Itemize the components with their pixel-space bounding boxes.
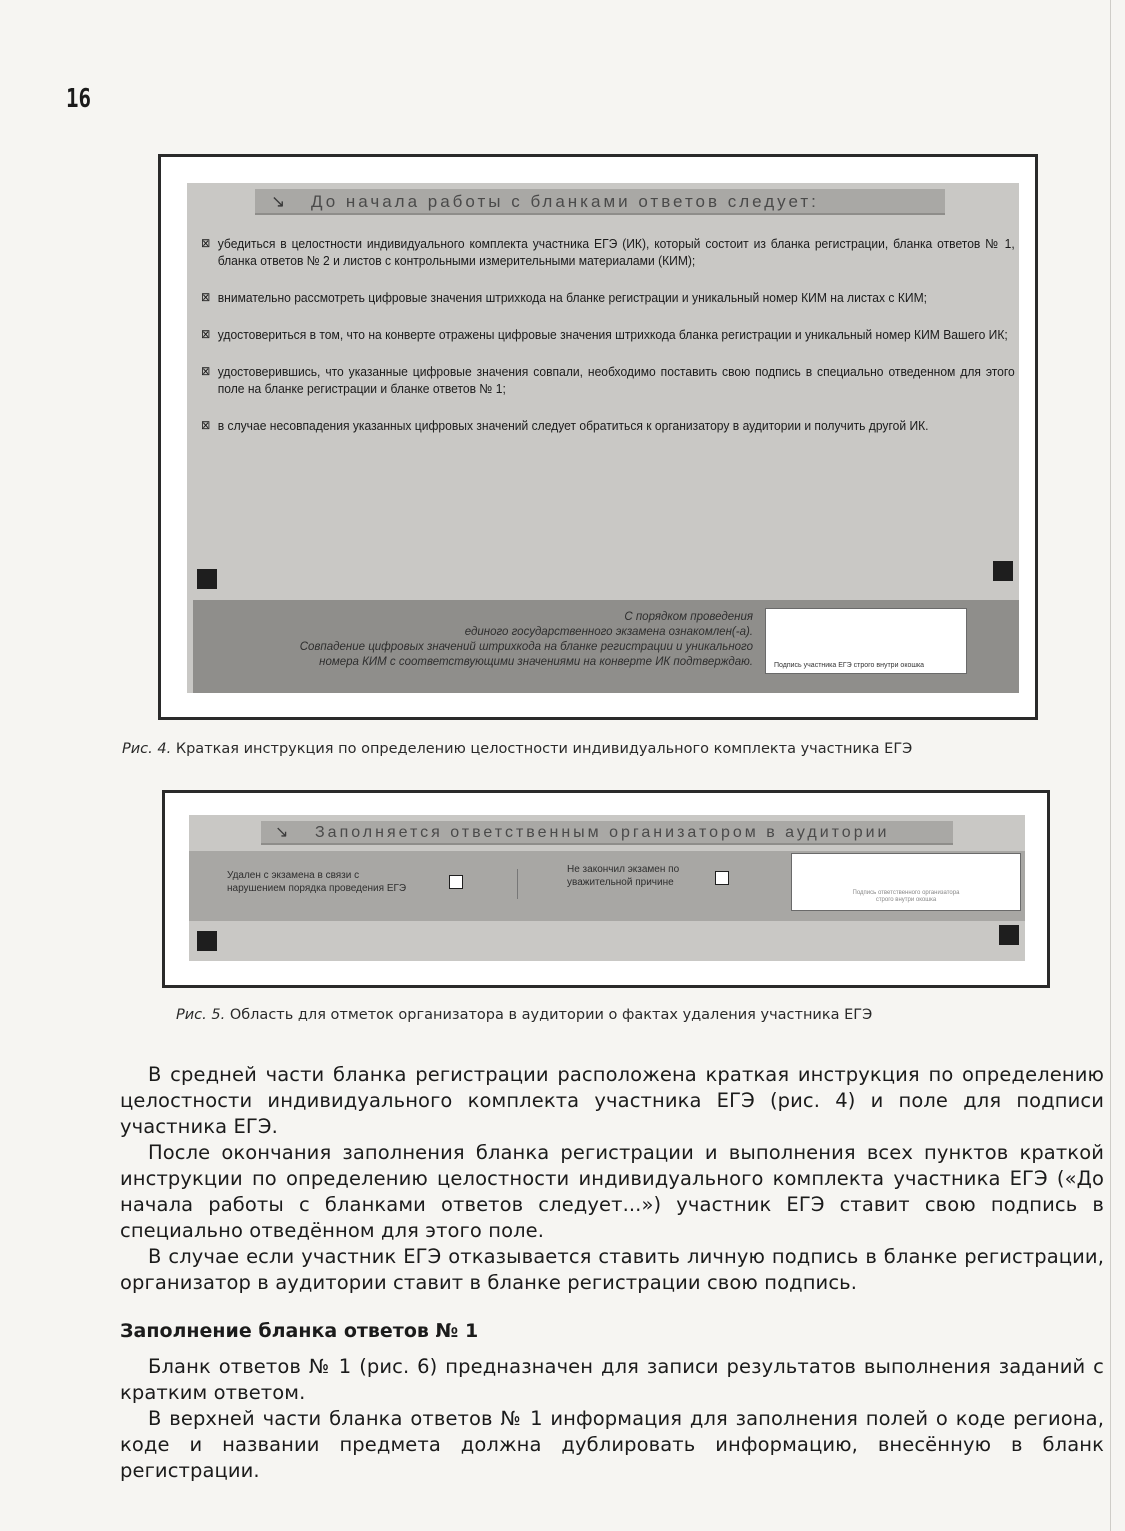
checklist-item: [201, 417, 1015, 434]
participant-signature-field[interactable]: [765, 608, 967, 674]
checklist-item-text: удостоверившись, что указанные цифровые значения совпали, необходимо поставить свою подпись в специально отведенном для этого поле на бланке регистрации и бланке ответов № 1;: [217, 364, 1015, 396]
checklist-item-text: удостовериться в том, что на конверте отражены цифровые значения штрихкода бланка регистрации и уникальный номер КИМ Вашего ИК;: [217, 327, 1008, 342]
page-number: 16: [66, 84, 92, 114]
figure-4: [158, 154, 1038, 720]
checklist-item: [201, 289, 1015, 306]
not-finished-exam-label: Не закончил экзамен по уважительной причине: [567, 864, 680, 888]
figure-4-banner: [255, 189, 945, 215]
figure-4-banner-text: До начала работы с бланками ответов следует:: [311, 192, 819, 211]
registration-marker-right: [993, 561, 1013, 581]
figure-5: [162, 790, 1050, 988]
checklist-item: [201, 235, 1015, 269]
removed-from-exam-checkbox[interactable]: [449, 875, 463, 889]
checklist-item-text: убедиться в целостности индивидуального комплекта участника ЕГЭ (ИК), который состоит из бланка регистрации, бланка ответов № 1, бланка ответов № 2 и листов с контрольными измерительными материалами (КИМ);: [217, 236, 1015, 268]
registration-marker-left: [197, 569, 217, 589]
body-paragraph-4: Бланк ответов № 1 (рис. 6) предназначен для записи результатов выполнения заданий с кратким ответом.: [120, 1355, 1104, 1404]
checklist-item: [201, 326, 1015, 343]
figure-4-caption-text: Краткая инструкция по определению целостности индивидуального комплекта участника ЕГЭ: [175, 741, 913, 757]
figure-5-caption-text: Область для отметок организатора в аудитории о фактах удаления участника ЕГЭ: [229, 1007, 873, 1023]
checklist-item-text: внимательно рассмотреть цифровые значения штрихкода на бланке регистрации и уникальный номер КИМ на листах с КИМ;: [217, 290, 927, 305]
removed-from-exam-label: Удален с экзамена в связи с нарушением порядка проведения ЕГЭ: [227, 870, 407, 894]
body-paragraph-5: В верхней части бланка ответов № 1 информация для заполнения полей о коде региона, коде и названии предмета должна дублировать информацию, внесённую в бланк регистрации.: [120, 1407, 1104, 1482]
figure-4-caption: [122, 741, 912, 757]
checkbox-crossed-icon: ⊠: [201, 327, 211, 341]
checkbox-crossed-icon: ⊠: [201, 364, 211, 378]
organizer-signature-label: Подпись ответственного организатора строго внутри окошка: [852, 890, 960, 903]
participant-signature-band: [193, 600, 1019, 693]
checklist-item: [201, 363, 1015, 397]
registration-marker-left: [197, 931, 217, 951]
figure-5-banner-text: Заполняется ответственным организатором в аудитории: [315, 824, 890, 841]
checkbox-crossed-icon: ⊠: [201, 236, 211, 250]
figure-5-caption: [176, 1007, 872, 1023]
checklist-item-text: в случае несовпадения указанных цифровых значений следует обратиться к организатору в аудитории и получить другой ИК.: [217, 418, 929, 433]
signature-confirmation-text: С порядком проведения единого государственного экзамена ознакомлен(-а). Совпадение цифровых значений штрихкода на бланке регистрации и уникального номера КИМ с соответствующими значениями на конверте ИК подтверждаю.: [299, 611, 753, 668]
arrow-down-right-icon: ↘: [275, 824, 292, 841]
figure-4-form: [187, 183, 1019, 693]
organizer-marks-row: [189, 851, 1025, 921]
figure-5-banner: [261, 821, 953, 845]
body-paragraph-1: В средней части бланка регистрации расположена краткая инструкция по определению целостности индивидуального комплекта участника ЕГЭ (рис. 4) и поле для подписи участника ЕГЭ.: [120, 1063, 1104, 1138]
organizer-signature-field[interactable]: [791, 853, 1021, 911]
checkbox-crossed-icon: ⊠: [201, 418, 211, 432]
page-edge-line: [1110, 0, 1111, 1531]
figure-4-caption-prefix: Рис. 4.: [122, 741, 172, 757]
instruction-checklist: [201, 235, 1015, 454]
not-finished-exam-checkbox[interactable]: [715, 871, 729, 885]
section-heading: Заполнение бланка ответов № 1: [120, 1320, 479, 1342]
figure-5-form: [189, 815, 1025, 961]
signature-field-label: Подпись участника ЕГЭ строго внутри окошка: [774, 662, 925, 669]
registration-marker-right: [999, 925, 1019, 945]
body-paragraph-3: В случае если участник ЕГЭ отказывается ставить личную подпись в бланке регистрации, организатор в аудитории ставит в бланке регистрации свою подпись.: [120, 1245, 1104, 1294]
body-paragraph-2: После окончания заполнения бланка регистрации и выполнения всех пунктов краткой инструкции по определению целостности индивидуального комплекта участника ЕГЭ («До начала работы с бланками ответов следует...») участник ЕГЭ ставит свою подпись в специально отведённом для этого поле.: [120, 1141, 1104, 1242]
checkbox-crossed-icon: ⊠: [201, 290, 211, 304]
row-divider: [517, 869, 518, 899]
arrow-down-right-icon: ↘: [271, 192, 289, 211]
figure-5-caption-prefix: Рис. 5.: [176, 1007, 226, 1023]
